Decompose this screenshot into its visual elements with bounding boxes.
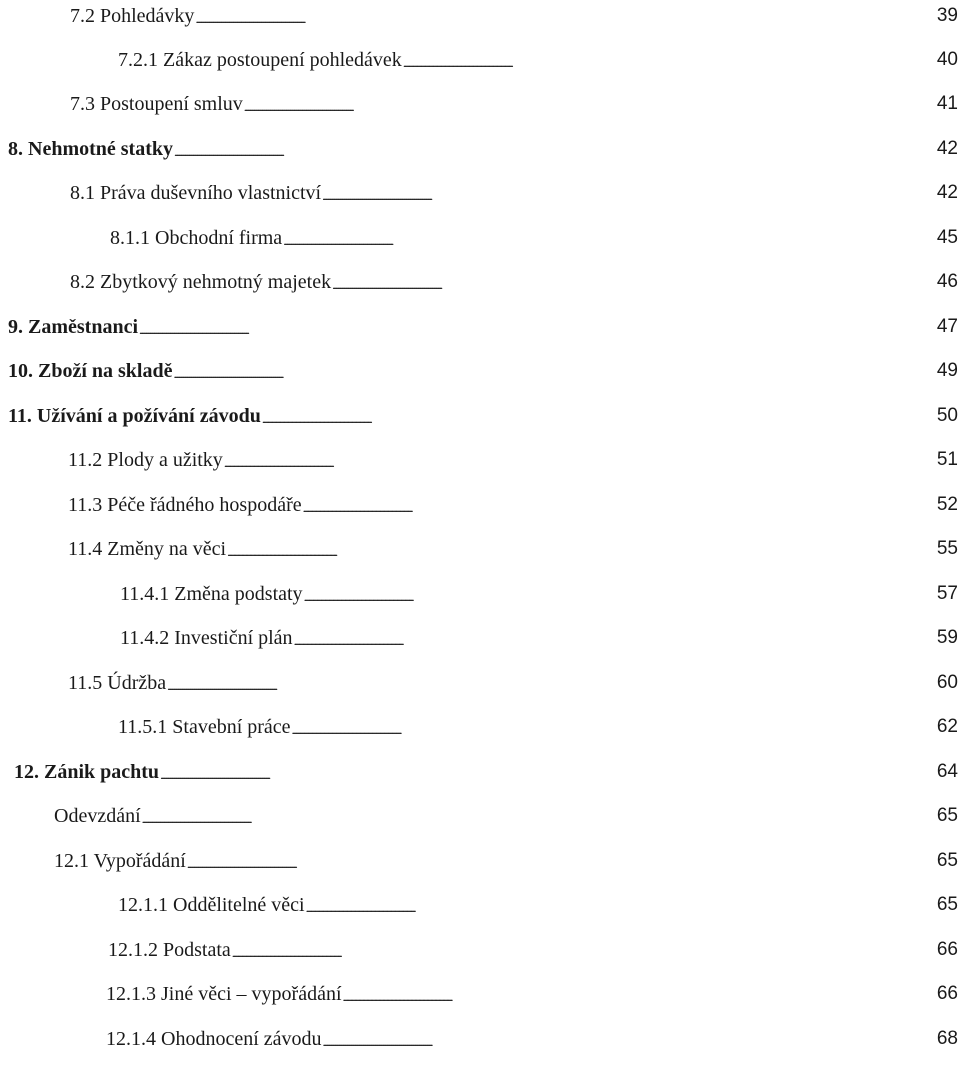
toc-entry[interactable] [70, 266, 960, 294]
toc-entry[interactable] [118, 889, 960, 917]
toc-entry[interactable] [120, 622, 960, 650]
toc-dot-leader [321, 181, 924, 205]
toc-dot-leader [331, 270, 924, 294]
toc-entry-title: 7.3 Postoupení smluv [70, 93, 243, 115]
toc-entry-title: 11.3 Péče řádného hospodáře [68, 494, 302, 516]
toc-entry[interactable] [54, 845, 960, 873]
toc-dot-leader [303, 582, 924, 606]
toc-dot-leader [261, 404, 924, 428]
toc-dot-leader [402, 48, 924, 72]
toc-entry[interactable] [118, 44, 960, 72]
toc-page-number: 65 [936, 850, 958, 871]
toc-dot-leader [243, 92, 924, 116]
toc-dot-leader [172, 359, 924, 383]
toc-entry-title: 11.5.1 Stavební práce [118, 716, 291, 738]
toc-entry[interactable] [106, 978, 960, 1006]
toc-page-number: 65 [936, 805, 958, 826]
toc-entry-title: 11.2 Plody a užitky [68, 449, 223, 471]
toc-page-number: 55 [936, 538, 958, 559]
toc-entry-title: 11. Užívání a požívání závodu [8, 405, 261, 427]
toc-entry-title: Odevzdání [54, 805, 141, 827]
toc-entry-title: 7.2.1 Zákaz postoupení pohledávek [118, 49, 402, 71]
toc-page-number: 59 [936, 627, 958, 648]
toc-dot-leader [302, 493, 924, 517]
toc-entry-title: 12.1.3 Jiné věci – vypořádání [106, 983, 342, 1005]
toc-dot-leader [194, 4, 924, 28]
toc-dot-leader [166, 671, 924, 695]
toc-entry[interactable] [120, 578, 960, 606]
toc-page-number: 66 [936, 939, 958, 960]
toc-entry-title: 11.4 Změny na věci [68, 538, 227, 560]
toc-entry[interactable] [68, 533, 960, 561]
toc-entry-title: 12. Zánik pachtu [14, 761, 160, 783]
toc-page-number: 40 [936, 49, 958, 70]
toc-page-number: 39 [936, 5, 958, 26]
toc-entry-title: 12.1.4 Ohodnocení závodu [106, 1028, 322, 1050]
toc-entry-title: 8. Nehmotné statky [8, 138, 173, 160]
toc-page-number: 47 [936, 316, 958, 337]
toc-dot-leader [173, 137, 924, 161]
toc-page-number: 50 [936, 405, 958, 426]
toc-entry[interactable] [68, 667, 960, 695]
toc-page-number: 46 [936, 271, 958, 292]
toc-entry[interactable] [8, 311, 960, 339]
toc-entry[interactable] [14, 756, 960, 784]
toc-dot-leader [186, 849, 924, 873]
toc-entry[interactable] [8, 133, 960, 161]
toc-page-number: 42 [936, 182, 958, 203]
toc-entry[interactable] [8, 400, 960, 428]
toc-dot-leader [305, 893, 924, 917]
toc-dot-leader [141, 804, 924, 828]
toc-entry[interactable] [118, 711, 960, 739]
toc-entry-title: 12.1 Vypořádání [54, 850, 186, 872]
toc-dot-leader [293, 626, 924, 650]
toc-dot-leader [231, 938, 924, 962]
toc-page-number: 65 [936, 894, 958, 915]
toc-page-number: 57 [936, 583, 958, 604]
toc-entry-title: 8.2 Zbytkový nehmotný majetek [70, 271, 332, 293]
toc-dot-leader [282, 226, 924, 250]
toc-page-number: 41 [936, 93, 958, 114]
toc-entry[interactable] [106, 1023, 960, 1051]
toc-entry[interactable] [68, 489, 960, 517]
toc-page-number: 60 [936, 672, 958, 693]
toc-page-number: 51 [936, 449, 958, 470]
toc-dot-leader [342, 982, 925, 1006]
toc-entry-title: 11.4.1 Změna podstaty [120, 583, 303, 605]
toc-entry[interactable] [110, 222, 960, 250]
toc-entry[interactable] [54, 800, 960, 828]
toc-entry-title: 12.1.1 Oddělitelné věci [118, 894, 305, 916]
toc-page-number: 45 [936, 227, 958, 248]
toc-entry[interactable] [108, 934, 960, 962]
toc-dot-leader [322, 1027, 924, 1051]
toc-entry[interactable] [68, 444, 960, 472]
toc-dot-leader [223, 448, 924, 472]
toc-page-number: 42 [936, 138, 958, 159]
toc-entry[interactable] [70, 88, 960, 116]
toc-page-number: 68 [936, 1028, 958, 1049]
toc-entry-title: 12.1.2 Podstata [108, 939, 231, 961]
toc-entry[interactable] [8, 355, 960, 383]
toc-page-number: 66 [936, 983, 958, 1004]
toc-entry-title: 10. Zboží na skladě [8, 360, 173, 382]
toc-page-number: 52 [936, 494, 958, 515]
toc-dot-leader [159, 760, 924, 784]
toc-page-number: 49 [936, 360, 958, 381]
toc-dot-leader [226, 537, 924, 561]
toc-entry[interactable] [70, 177, 960, 205]
toc-dot-leader [291, 715, 924, 739]
toc-entry-title: 8.1.1 Obchodní firma [110, 227, 283, 249]
toc-entry-title: 9. Zaměstnanci [8, 316, 138, 338]
toc-page-number: 64 [936, 761, 958, 782]
toc-page-number: 62 [936, 716, 958, 737]
toc-entry[interactable] [70, 0, 960, 28]
toc-entry-title: 8.1 Práva duševního vlastnictví [70, 182, 322, 204]
toc-dot-leader [138, 315, 924, 339]
toc-entry-title: 11.4.2 Investiční plán [120, 627, 293, 649]
toc-entry-title: 7.2 Pohledávky [70, 5, 195, 27]
toc-entry-title: 11.5 Údržba [68, 672, 167, 694]
